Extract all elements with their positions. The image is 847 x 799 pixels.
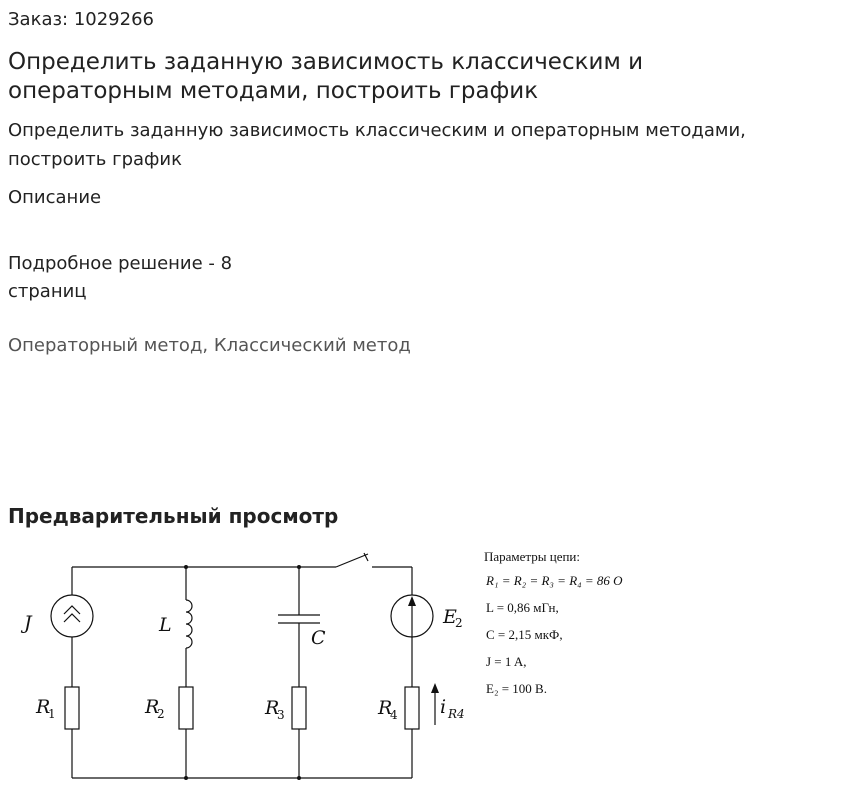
label-r3-sub: 3	[277, 708, 285, 722]
label-r2-sub: 2	[157, 707, 165, 721]
switch	[336, 554, 368, 567]
task-description: Определить заданную зависимость классическим и операторным методами, построить график	[8, 120, 746, 170]
label-i-sub: R4	[448, 707, 465, 721]
inductor-l	[186, 600, 192, 648]
solution-info	[8, 250, 268, 306]
resistor-r1	[65, 687, 79, 729]
label-r4: R	[378, 697, 393, 719]
label-e-sub: 2	[455, 616, 463, 630]
params-e: E₂ = 100 В.	[486, 681, 547, 696]
description-heading: Описание	[8, 187, 102, 208]
label-r2: R	[145, 696, 160, 718]
circuit-parameters	[484, 549, 623, 696]
params-j: J = 1 A,	[486, 654, 527, 669]
page-title: Определить заданную зависимость классическим и операторным методами, построить график	[8, 49, 644, 104]
label-r1-sub: 1	[48, 707, 56, 721]
preview-heading: Предварительный просмотр	[8, 504, 339, 528]
label-r3: R	[265, 697, 280, 719]
label-r4-sub: 4	[390, 708, 398, 722]
params-r: R₁ = R₂ = R₃ = R₄ = 86 О	[486, 573, 623, 588]
label-j: J	[24, 612, 32, 634]
params-title: Параметры цепи:	[484, 549, 581, 564]
solution-line-1: Подробное решение - 8	[8, 253, 233, 274]
resistor-r2	[179, 687, 193, 729]
current-source-j	[51, 595, 93, 637]
tags-list: Операторный метод, Классический метод	[8, 335, 411, 356]
order-number: Заказ: 1029266	[8, 9, 154, 30]
label-c: C	[311, 627, 326, 649]
label-i: i	[440, 696, 447, 718]
circuit-preview-image	[0, 540, 847, 799]
solution-line-2: страниц	[8, 281, 87, 302]
params-l: L = 0,86 мГн,	[486, 600, 559, 615]
label-r1: R	[36, 696, 51, 718]
params-c: C = 2,15 мкФ,	[486, 627, 563, 642]
label-l: L	[159, 614, 172, 636]
resistor-r4	[405, 687, 419, 729]
resistor-r3	[292, 687, 306, 729]
label-e: E	[443, 606, 457, 628]
